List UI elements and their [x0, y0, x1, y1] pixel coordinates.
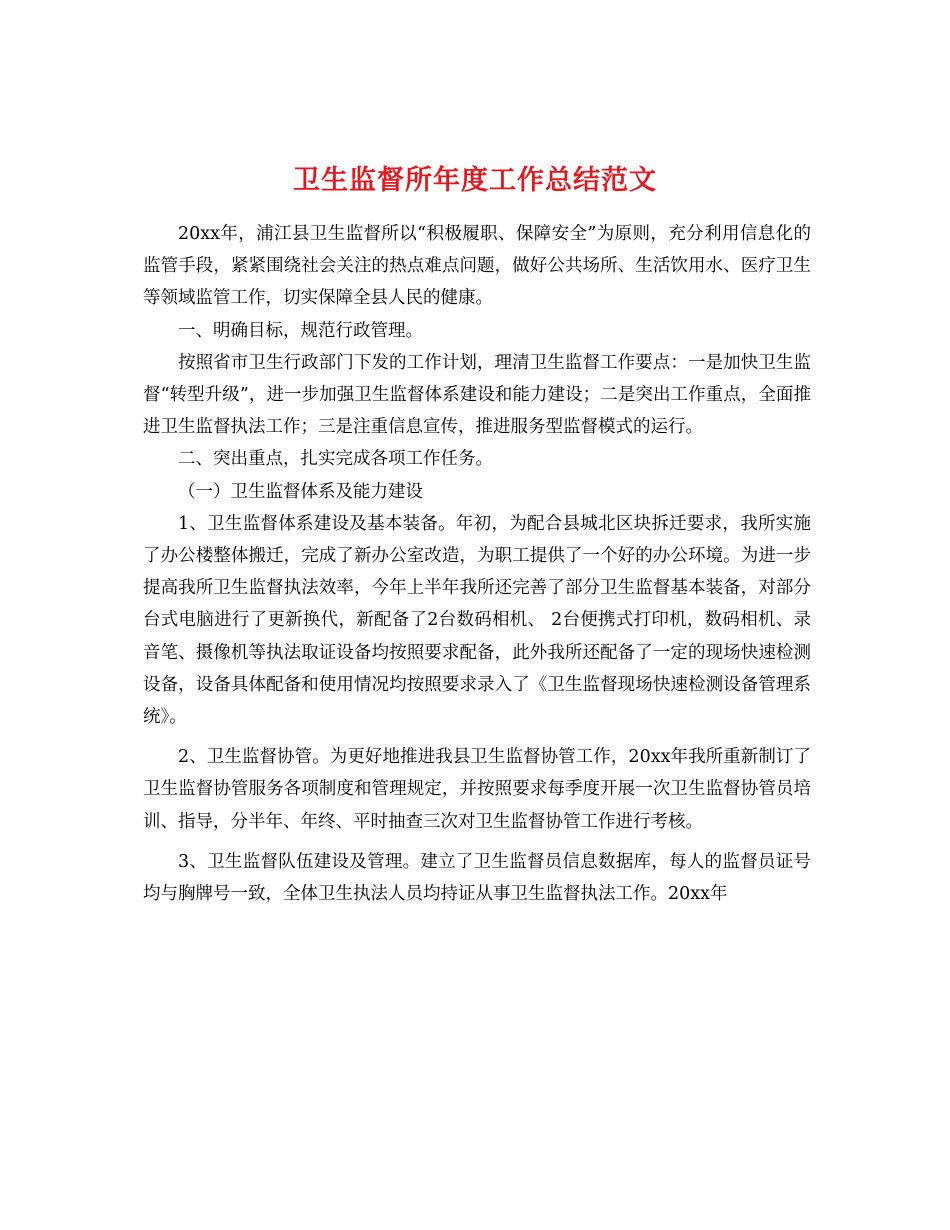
paragraph-work-plan: 按照省市卫生行政部门下发的工作计划，理清卫生监督工作要点：一是加快卫生监督“转型升级”，进一步加强卫生监督体系建设和能力建设；二是突出工作重点，全面推进卫生监督执法工作；三是注重信息宣传，推进服务型监督模式的运行。: [143, 352, 811, 438]
document-body: [143, 218, 811, 910]
heading-section-2: 二、突出重点，扎实完成各项工作任务。: [178, 449, 493, 470]
paragraph-intro: 20xx年，浦江县卫生监督所以“积极履职、保障安全”为原则，充分利用信息化的监管手段，紧紧围绕社会关注的热点难点问题，做好公共场所、生活饮用水、医疗卫生等领域监管工作，切实保障全县人民的健康。: [143, 224, 811, 309]
paragraph-item-2: 2、卫生监督协管。为更好地推进我县卫生监督协管工作，20xx年我所重新制订了卫生监督协管服务各项制度和管理规定，并按照要求每季度开展一次卫生监督协管员培训、指导，分半年、年终、平时抽查三次对卫生监督协管工作进行考核。: [143, 747, 811, 832]
paragraph-item-1: 1、卫生监督体系建设及基本装备。年初，为配合县城北区块拆迁要求，我所实施了办公楼整体搬迁，完成了新办公室改造，为职工提供了一个好的办公环境。为进一步提高我所卫生监督执法效率，今年上半年我所还完善了部分卫生监督基本装备，对部分台式电脑进行了更新换代，新配备了2台数码相机、 2台便携式打印机，数码相机、录音笔、摄像机等执法取证设备均按照要求配备，此外我所还配备了一定的现场快速检测设备，设备具体配备和使用情况均按照要求录入了《卫生监督现场快速检测设备管理系统》。: [143, 513, 811, 728]
heading-subsection-1: （一）卫生监督体系及能力建设: [178, 481, 423, 502]
heading-section-1: 一、明确目标，规范行政管理。: [178, 320, 423, 341]
document-title: 卫生监督所年度工作总结范文: [293, 165, 657, 197]
paragraph-item-3: 3、卫生监督队伍建设及管理。建立了卫生监督员信息数据库，每人的监督员证号均与胸牌号一致，全体卫生执法人员均持证从事卫生监督执法工作。20xx年: [143, 851, 811, 905]
